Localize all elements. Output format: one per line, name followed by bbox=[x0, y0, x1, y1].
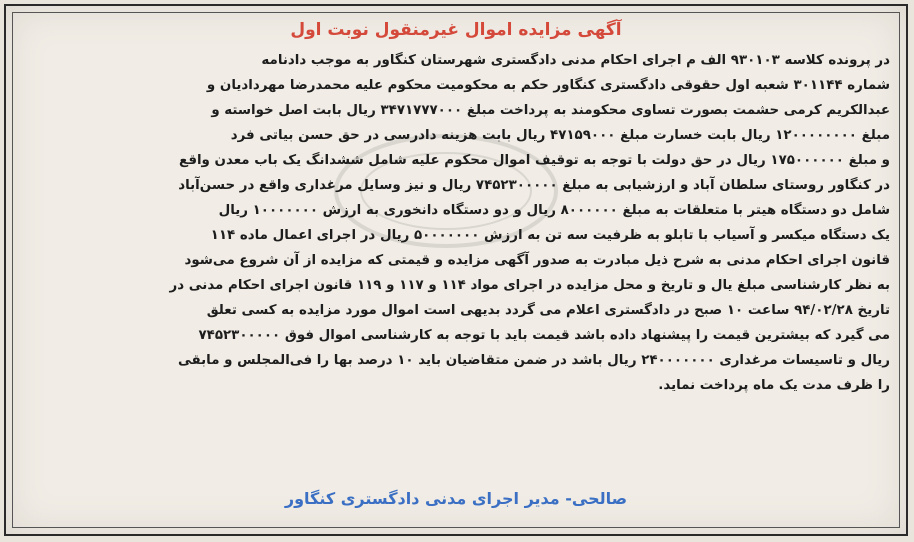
notice-line: در کنگاور روستای سلطان آباد و ارزشیابی به مبلغ ۷۴۵۲۳۰۰۰۰۰ ریال و نیز وسایل مرغداری واقع در حسن‌آباد bbox=[178, 178, 890, 193]
notice-title: آگهی مزایده اموال غیرمنقول نوبت اول bbox=[290, 20, 622, 40]
notice-line: ریال و تاسیسات مرغداری ۲۴۰۰۰۰۰۰۰ ریال باشد در ضمن متقاضیان باید ۱۰ درصد بها را فی‌المجلس و مابقی bbox=[177, 353, 890, 368]
notice-line: می گیرد که بیشترین قیمت را پیشنهاد داده باشد قیمت باید با توجه به کارشناسی اموال فوق ۷۴۵۲۳۰۰۰۰۰ bbox=[198, 328, 890, 343]
notice-line: شامل دو دستگاه هیتر با متعلقات به مبلغ ۸۰۰۰۰۰۰ ریال و دو دستگاه دانخوری به ارزش ۱۰۰۰۰۰۰۰ ریال bbox=[218, 203, 890, 218]
notice-line: به نظر کارشناسی مبلغ یال و تاریخ و محل مزایده در اجرای مواد ۱۱۴ و ۱۱۷ و ۱۱۹ قانون اجرای احکام مدنی در bbox=[169, 278, 890, 293]
notice-line: عبدالکریم کرمی حشمت بصورت تساوی محکومند به پرداخت مبلغ ۳۴۷۱۷۷۷۰۰۰ ریال بابت اصل خواسته و bbox=[211, 103, 890, 118]
notice-signature: صالحی- مدیر اجرای مدنی دادگستری کنگاور bbox=[284, 489, 628, 508]
notice-body bbox=[22, 48, 890, 398]
notice-line: شماره ۳۰۱۱۴۴ شعبه اول حقوقی دادگستری کنگاور حکم به محکومیت محکوم علیه محمدرضا مهردادیان و bbox=[206, 78, 890, 93]
notice-line: قانون اجرای احکام مدنی به شرح ذیل مبادرت به صدور آگهی مزایده و قیمتی که مزایده از آن شروع می‌شود bbox=[184, 253, 890, 268]
auction-notice bbox=[4, 4, 908, 536]
notice-line: تاریخ ۹۴/۰۲/۲۸ ساعت ۱۰ صبح در دادگستری اعلام می گردد بدیهی است اموال مورد مزایده به کسی تعلق bbox=[206, 303, 890, 318]
notice-line: یک دستگاه میکسر و آسیاب با تابلو به ظرفیت سه تن به ارزش ۵۰۰۰۰۰۰۰ ریال در اجرای اعمال ماده ۱۱۴ bbox=[210, 228, 890, 243]
notice-line: مبلغ ۱۲۰۰۰۰۰۰۰۰ ریال بابت خسارت مبلغ ۴۷۱۵۹۰۰۰ ریال بابت هزینه دادرسی در حق حسن بیاتی فرد bbox=[230, 128, 890, 143]
notice-line: در پرونده کلاسه ۹۳۰۱۰۳ الف م اجرای احکام مدنی دادگستری شهرستان کنگاور به موجب دادنامه bbox=[261, 53, 890, 68]
notice-line: و مبلغ ۱۷۵۰۰۰۰۰۰ ریال در حق دولت با توجه به توقیف اموال محکوم علیه شامل ششدانگ یک باب معدن واقع bbox=[179, 153, 890, 168]
notice-line: را ظرف مدت یک ماه پرداخت نماید. bbox=[658, 378, 890, 393]
